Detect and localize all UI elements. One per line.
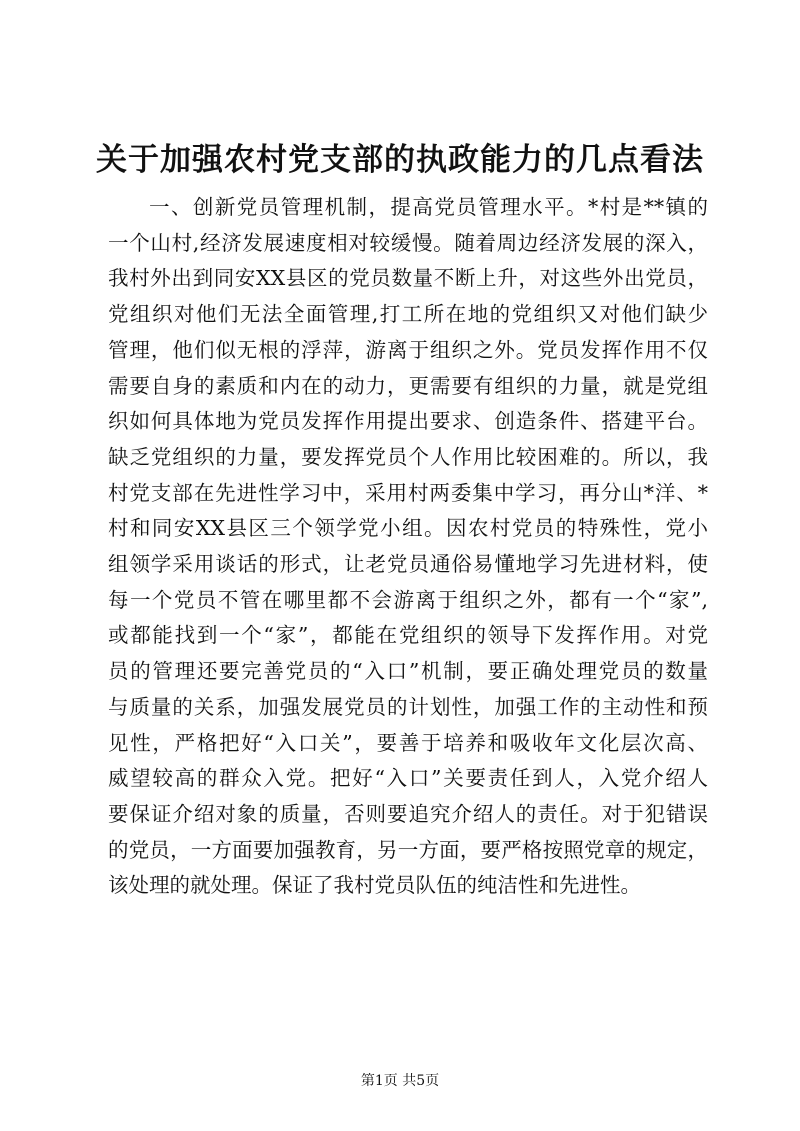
- paragraph-line: 每一个党员不管在哪里都不会游离于组织之外，都有一个“家”,: [108, 587, 708, 612]
- paragraph-line: 需要自身的素质和内在的动力，更需要有组织的力量，就是党组: [108, 373, 708, 398]
- paragraph-line: 村党支部在先进性学习中，采用村两委集中学习，再分山*洋、*: [108, 480, 708, 505]
- page-footer: [0, 1071, 800, 1091]
- paragraph-line: 威望较高的群众入党。把好“入口”关要责任到人，入党介绍人: [108, 766, 708, 791]
- paragraph-line: 我村外出到同安XX县区的党员数量不断上升，对这些外出党员，: [108, 266, 708, 291]
- paragraph-line: 党组织对他们无法全面管理,打工所在地的党组织又对他们缺少: [108, 302, 708, 327]
- paragraph-line: 该处理的就处理。保证了我村党员队伍的纯洁性和先进性。: [108, 873, 641, 898]
- paragraph-line: 员的管理还要完善党员的“入口”机制，要正确处理党员的数量: [108, 659, 708, 684]
- paragraph-line: 或都能找到一个“家”，都能在党组织的领导下发挥作用。对党: [108, 623, 708, 648]
- paragraph-line: 组领学采用谈话的形式，让老党员通俗易懂地学习先进材料，使: [108, 552, 708, 577]
- paragraph-line: 织如何具体地为党员发挥作用提出要求、创造条件、搭建平台。: [108, 409, 708, 434]
- page-indicator: 第1页 共5页: [360, 1073, 440, 1089]
- paragraph-line: 管理，他们似无根的浮萍，游离于组织之外。党员发挥作用不仅: [108, 337, 708, 362]
- paragraph-line: 缺乏党组织的力量，要发挥党员个人作用比较困难的。所以，我: [108, 444, 708, 469]
- paragraph-line: 一、创新党员管理机制，提高党员管理水平。*村是**镇的: [149, 195, 708, 219]
- document-title: 关于加强农村党支部的执政能力的几点看法: [96, 142, 704, 178]
- paragraph-line: 与质量的关系，加强发展党员的计划性，加强工作的主动性和预: [108, 694, 708, 719]
- paragraph-line: 村和同安XX县区三个领学党小组。因农村党员的特殊性，党小: [108, 516, 708, 541]
- paragraph-line: 的党员，一方面要加强教育，另一方面，要严格按照党章的规定，: [108, 837, 708, 862]
- paragraph-line: 一个山村,经济发展速度相对较缓慢。随着周边经济发展的深入，: [108, 230, 708, 255]
- body-paragraph: [108, 190, 708, 904]
- paragraph-line: 要保证介绍对象的质量，否则要追究介绍人的责任。对于犯错误: [108, 801, 708, 826]
- paragraph-line: 见性，严格把好“入口关”，要善于培养和吸收年文化层次高、: [108, 730, 708, 755]
